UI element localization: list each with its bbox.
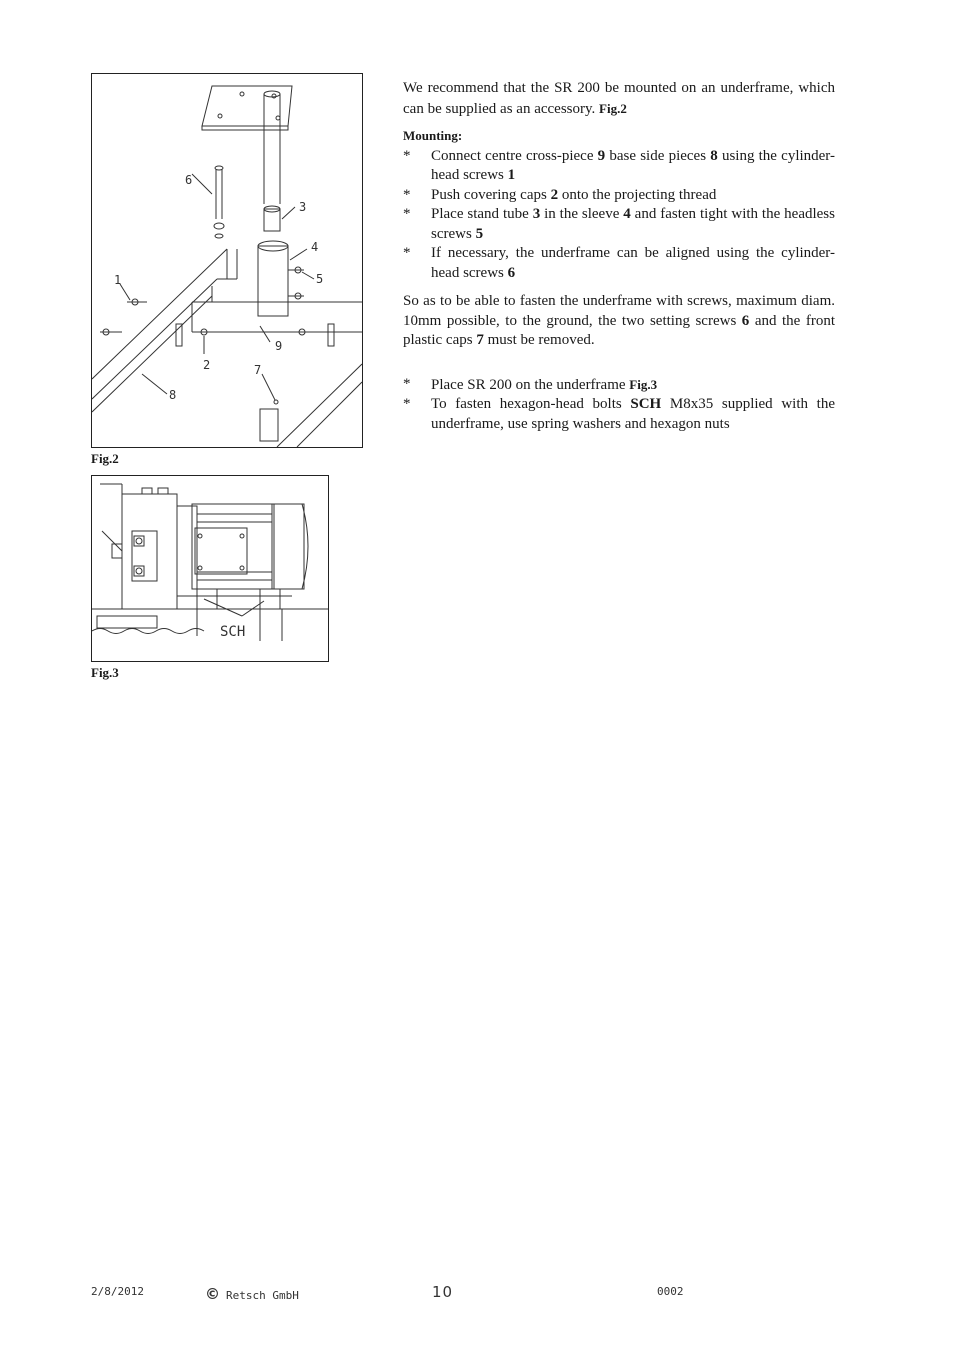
mounting-list [403,147,835,284]
footer-code: 0002 [657,1285,684,1298]
fig2-label-4: 4 [311,240,319,254]
figure-3-caption: Fig.3 [91,665,119,680]
fig2-label-1: 1 [114,273,122,287]
intro-figure-ref: Fig.2 [599,100,627,116]
footer-date: 2/8/2012 [91,1285,144,1298]
fig2-label-9: 9 [275,339,283,353]
figure-2-caption: Fig.2 [91,451,119,466]
bullet-star: * [403,375,411,392]
bullet-star: * [403,147,411,164]
fig2-label-7: 7 [254,363,262,377]
note-paragraph: So as to be able to fasten the underframe with screws, maximum diam. 10mm possible, to the ground, the two setting screws 6 and the front plastic caps 7 must be removed. [403,293,835,348]
list-item: * Connect centre cross-piece 9 base side pieces 8 using the cylinder-head screws 1 [403,147,836,183]
bullet-star: * [403,186,411,203]
list-item: * Place stand tube 3 in the sleeve 4 and fasten tight with the headless screws 5 [403,206,835,242]
fig2-label-8: 8 [169,388,177,402]
fig2-label-3: 3 [299,200,307,214]
intro-text: We recommend that the SR 200 be mounted on an underframe, which can be supplied as an accessory. [403,80,835,117]
fig2-label-5: 5 [316,272,324,286]
list-item: * To fasten hexagon-head bolts SCH M8x35 supplied with the underframe, use spring washers and hexagon nuts [403,396,835,432]
page-number: 10 [432,1283,454,1301]
list-item: * Place SR 200 on the underframe Fig.3 [403,375,658,393]
instructions-column [403,79,835,434]
placing-list [403,375,835,435]
bullet-star: * [403,396,411,412]
figure-2-underframe-drawing [91,73,363,448]
fig2-label-6: 6 [185,173,193,187]
list-item: * Push covering caps 2 onto the projecting thread [403,186,835,206]
copyright-icon: © [205,1285,220,1303]
bullet-star: * [403,206,411,222]
list-item: * If necessary, the underframe can be aligned using the cylinder-head screws 6 [403,245,835,281]
mounting-heading: Mounting: [403,128,463,143]
fig2-label-2: 2 [203,358,211,372]
figure-3-machine-drawing [91,475,329,662]
intro-paragraph [403,79,835,119]
footer-company: Retsch GmbH [226,1289,299,1302]
bullet-star: * [403,245,411,261]
footer-copyright [205,1285,299,1303]
fig3-label-sch: SCH [220,624,246,640]
